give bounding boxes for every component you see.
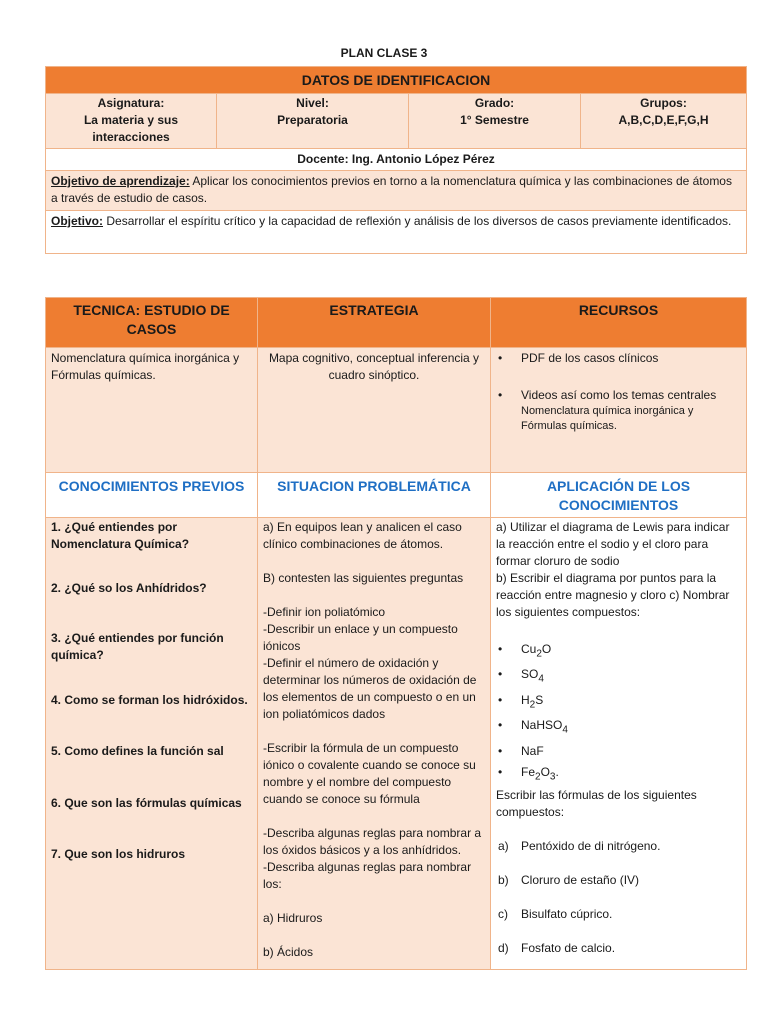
nivel-label: Nivel: xyxy=(296,96,329,110)
list-item: • PDF de los casos clínicos xyxy=(498,351,659,365)
list-item: b) Cloruro de estaño (IV) xyxy=(498,872,640,887)
bullet-icon: • xyxy=(498,764,503,779)
nivel-value: Preparatoria xyxy=(277,113,348,127)
page-title: PLAN CLASE 3 xyxy=(340,46,428,60)
nivel-cell xyxy=(217,94,409,149)
list-item: • NaF xyxy=(496,741,741,762)
situacion-formula: -Escribir la fórmula de un compuesto iónico o covalente cuando se conoce su nombre y el nombre del compuesto cuando se conoce su fórmula xyxy=(263,741,476,806)
bullet-icon: • xyxy=(498,692,503,707)
grado-cell xyxy=(409,94,581,149)
situacion-cell xyxy=(258,518,491,970)
bullet-icon: • xyxy=(498,642,503,656)
situacion-list1 xyxy=(263,604,485,723)
list-item: -Describir un enlace y un compuesto iónicos xyxy=(263,622,458,653)
list-item: • $H_2S$ xyxy=(496,690,741,715)
bullet-icon: • xyxy=(498,667,503,682)
grupos-value: A,B,C,D,E,F,G,H xyxy=(618,113,709,127)
compuestos-list xyxy=(496,639,741,787)
bullet-icon: • xyxy=(498,743,503,758)
objetivo-aprendizaje-label: Objetivo de aprendizaje: xyxy=(51,174,190,188)
list-item: -Describa algunas reglas para nombrar los: xyxy=(263,860,472,891)
formulas-list xyxy=(496,838,741,957)
list-item: 5. Como defines la función sal xyxy=(51,744,224,758)
conocimientos-cell xyxy=(46,518,258,970)
header-estrategia: ESTRATEGIA xyxy=(258,298,491,348)
aplicacion-escribir: Escribir las fórmulas de los siguientes compuestos: xyxy=(496,787,697,819)
header-aplicacion: APLICACIÓN DE LOS CONOCIMIENTOS xyxy=(491,473,747,518)
objetivo-label: Objetivo: xyxy=(51,214,104,228)
aplicacion-intro: a) Utilizar el diagrama de Lewis para indicar la reacción entre el sodio y el cloro para formar cloruro de sodio xyxy=(496,520,730,568)
plan-table xyxy=(45,297,747,970)
header-recursos: RECURSOS xyxy=(491,298,747,348)
bullet-icon: • xyxy=(498,388,503,402)
grupos-label: Grupos: xyxy=(640,96,687,110)
situacion-acidos: b) Ácidos xyxy=(263,945,314,959)
asignatura-label: Asignatura: xyxy=(97,96,165,110)
bullet-icon: • xyxy=(498,351,503,365)
list-item: 7. Que son los hidruros xyxy=(51,847,186,861)
list-item: d) Fosfato de calcio. xyxy=(498,940,616,955)
list-item: • $Cu_2O$ xyxy=(496,639,741,664)
list-item: 6. Que son las fórmulas químicas xyxy=(51,796,242,810)
list-item: -Describa algunas reglas para nombrar a los óxidos básicos y a los anhídridos. xyxy=(263,826,482,857)
list-item: 3. ¿Qué entiendes por función química? xyxy=(51,631,224,662)
objetivo-aprendizaje xyxy=(46,171,747,211)
asignatura-cell xyxy=(46,94,217,149)
objetivo-text: Desarrollar el espíritu crítico y la capacidad de reflexión y análisis de los diversos de casos previamente identificados. xyxy=(103,214,732,228)
aplicacion-cell xyxy=(491,518,747,970)
docente: Docente: Ing. Antonio López Pérez xyxy=(46,149,747,171)
list-item: c) Bisulfato cúprico. xyxy=(498,906,613,921)
tecnica-text: Nomenclatura química inorgánica y Fórmulas químicas. xyxy=(46,348,258,473)
situacion-b: B) contesten las siguientes preguntas xyxy=(263,571,464,585)
list-item: 4. Como se forman los hidróxidos. xyxy=(51,693,248,707)
situacion-a: a) En equipos lean y analicen el caso clínico combinaciones de átomos. xyxy=(263,520,462,551)
situacion-list2 xyxy=(263,825,485,893)
recursos-cell xyxy=(491,348,747,473)
grado-value: 1° Semestre xyxy=(460,113,529,127)
list-item: 1. ¿Qué entiendes por Nomenclatura Química? xyxy=(51,520,190,551)
aplicacion-b: b) Escribir el diagrama por puntos para la reacción entre magnesio y cloro c) Nombrar los siguientes compuestos: xyxy=(496,571,730,619)
list-item: 2. ¿Qué so los Anhídridos? xyxy=(51,581,207,595)
recursos-list xyxy=(496,350,741,434)
situacion-hidruros: a) Hidruros xyxy=(263,911,323,925)
objetivo-aprendizaje-text: Aplicar los conocimientos previos en torno a la nomenclatura química y las combinaciones de átomos a través de estudio de casos. xyxy=(51,174,732,205)
grupos-cell xyxy=(581,94,747,149)
bullet-icon: • xyxy=(498,718,503,733)
objetivo xyxy=(46,211,747,254)
list-item: • Videos así como los temas centrales Nomenclatura química inorgánica y Fórmulas químicas. xyxy=(498,388,717,432)
header-tecnica: TECNICA: ESTUDIO DE CASOS xyxy=(46,298,258,348)
list-item: • $SO_4$ xyxy=(496,664,741,689)
list-item: a) Pentóxido de di nitrógeno. xyxy=(498,838,661,853)
estrategia-text: Mapa cognitivo, conceptual inferencia y cuadro sinóptico. xyxy=(258,348,491,473)
list-item: • $Fe_2O_3$. xyxy=(496,762,741,787)
header-situacion: SITUACION PROBLEMÁTICA xyxy=(258,473,491,518)
header-conocimientos: CONOCIMIENTOS PREVIOS xyxy=(46,473,258,518)
list-item: -Definir ion poliatómico xyxy=(263,605,386,619)
grado-label: Grado: xyxy=(474,96,515,110)
asignatura-value: La materia y sus interacciones xyxy=(83,113,179,144)
identification-table xyxy=(45,66,747,254)
list-item: • NaHSO$_4$ xyxy=(496,715,741,740)
list-item: -Definir el número de oxidación y determinar los números de oxidación de los elementos de un compuesto o en un ion poliatómicos dados xyxy=(263,656,477,721)
identification-header: DATOS DE IDENTIFICACION xyxy=(46,67,747,94)
